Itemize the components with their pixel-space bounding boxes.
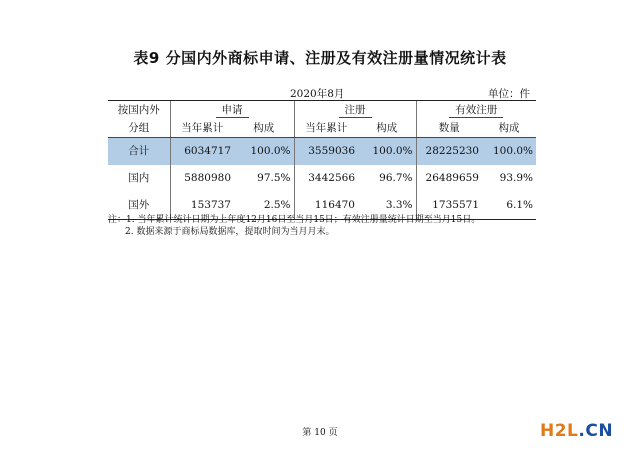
cell-reg-share: 3.3% [358,192,416,220]
header-row-2 [108,119,536,138]
cell-app-cumulative: 153737 [170,192,234,220]
cell-valid-count: 1735571 [416,192,482,220]
cell-app-cumulative: 6034717 [170,138,234,166]
header-valid-count: 数量 [416,119,482,138]
header-app-cumulative: 当年累计 [170,119,234,138]
cell-reg-share: 100.0% [358,138,416,166]
cell-valid-share: 6.1% [482,192,536,220]
header-group: 按国内外 [108,101,170,120]
cell-app-share: 97.5% [257,172,291,184]
cell-app-cumulative: 5880980 [170,165,234,192]
header-group-sub: 分组 [108,119,170,138]
table-row-total [108,138,536,166]
cell-valid-count: 26489659 [416,165,482,192]
row-label: 国内 [128,172,150,184]
cell-app-share: 2.5% [234,192,294,220]
header-row-1 [108,101,536,120]
cell-app-share: 100.0% [234,138,294,166]
cell-valid-count: 28225230 [416,138,482,166]
note-1: 注：1. 当年累计统计日期为上年度12月16日至当月15日；有效注册量统计日期至当月15日。 [108,215,481,225]
statistics-table [108,100,536,220]
table-row-domestic [108,165,536,192]
header-registration: 注册 [294,101,416,120]
table-notes [108,214,480,238]
table-title: 表9 分国内外商标申请、注册及有效注册量情况统计表 [133,49,507,67]
cell-reg-share: 96.7% [379,172,413,184]
header-valid-registration: 有效注册 [416,101,536,120]
cell-reg-cumulative: 3442566 [294,165,358,192]
report-period: 2020年8月 [290,88,345,100]
h2l-watermark-logo: H2L.CN [540,421,614,441]
header-application: 申请 [170,101,294,120]
header-reg-share: 构成 [358,119,416,138]
header-valid-share: 构成 [482,119,536,138]
unit-label: 单位：件 [488,88,530,100]
page-number: 第 10 页 [302,428,338,438]
cell-reg-cumulative: 116470 [294,192,358,220]
cell-valid-share: 100.0% [482,138,536,166]
header-app-share: 构成 [234,119,294,138]
note-2: 2. 数据来源于商标局数据库，提取时间为当月月末。 [125,227,335,237]
row-label: 国外 [108,192,170,220]
row-label: 合计 [108,138,170,166]
cell-reg-cumulative: 3559036 [294,138,358,166]
header-reg-cumulative: 当年累计 [294,119,358,138]
cell-valid-share: 93.9% [499,172,533,184]
